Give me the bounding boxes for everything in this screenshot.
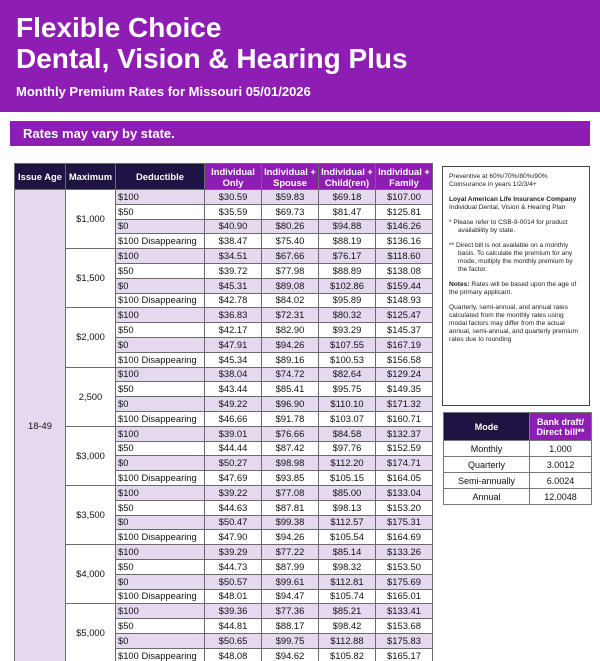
individual-family-cell: $175.83: [376, 633, 433, 648]
individual-spouse-cell: $88.17: [262, 619, 319, 634]
page-subtitle: Monthly Premium Rates for Missouri 05/01/2026: [16, 84, 311, 99]
individual-spouse-cell: $75.40: [262, 234, 319, 249]
individual-family-cell: $133.26: [376, 545, 433, 560]
age-note: [449, 281, 583, 297]
col-header-individual-children: Individual + Child(ren): [319, 164, 376, 190]
rate-row: [15, 249, 433, 264]
individual-spouse-cell: $99.38: [262, 515, 319, 530]
deductible-cell: $100 Disappearing: [116, 352, 205, 367]
individual-family-cell: $152.59: [376, 441, 433, 456]
maximum-cell: $3,000: [66, 426, 116, 485]
individual-only-cell: $36.83: [205, 308, 262, 323]
individual-only-cell: $44.44: [205, 441, 262, 456]
individual-spouse-cell: $76.66: [262, 426, 319, 441]
individual-children-cell: $98.13: [319, 500, 376, 515]
individual-spouse-cell: $98.98: [262, 456, 319, 471]
individual-only-cell: $35.59: [205, 204, 262, 219]
individual-family-cell: $165.01: [376, 589, 433, 604]
individual-family-cell: $153.20: [376, 500, 433, 515]
individual-spouse-cell: $84.02: [262, 293, 319, 308]
individual-children-cell: $95.89: [319, 293, 376, 308]
individual-children-cell: $105.74: [319, 589, 376, 604]
individual-only-cell: $49.22: [205, 397, 262, 412]
individual-spouse-cell: $77.36: [262, 604, 319, 619]
individual-only-cell: $42.17: [205, 323, 262, 338]
individual-family-cell: $138.08: [376, 263, 433, 278]
individual-only-cell: $50.27: [205, 456, 262, 471]
individual-spouse-cell: $89.16: [262, 352, 319, 367]
individual-only-cell: $30.59: [205, 190, 262, 205]
individual-only-cell: $39.22: [205, 485, 262, 500]
individual-family-cell: $160.71: [376, 411, 433, 426]
mode-row: [444, 473, 592, 489]
individual-only-cell: $39.36: [205, 604, 262, 619]
individual-children-cell: $102.86: [319, 278, 376, 293]
individual-children-cell: $82.64: [319, 367, 376, 382]
individual-children-cell: $95.75: [319, 382, 376, 397]
individual-family-cell: $164.69: [376, 530, 433, 545]
deductible-cell: $50: [116, 619, 205, 634]
individual-spouse-cell: $87.42: [262, 441, 319, 456]
rounding-note: Quarterly, semi-annual, and annual rates calculated from the monthly rates using modal factors may differ from the actual annual, semi-annual, and quarterly premium rates due to rounding: [449, 304, 579, 343]
individual-family-cell: $132.37: [376, 426, 433, 441]
individual-only-cell: $38.47: [205, 234, 262, 249]
individual-children-cell: $85.00: [319, 485, 376, 500]
individual-only-cell: $45.31: [205, 278, 262, 293]
individual-family-cell: $159.44: [376, 278, 433, 293]
individual-children-cell: $105.54: [319, 530, 376, 545]
deductible-cell: $100: [116, 604, 205, 619]
title-line-1: Flexible Choice: [16, 12, 222, 43]
deductible-cell: $0: [116, 337, 205, 352]
individual-family-cell: $136.16: [376, 234, 433, 249]
deductible-cell: $100: [116, 545, 205, 560]
individual-spouse-cell: $77.08: [262, 485, 319, 500]
individual-spouse-cell: $89.08: [262, 278, 319, 293]
deductible-cell: $100: [116, 367, 205, 382]
page-header: [0, 0, 600, 112]
individual-spouse-cell: $93.85: [262, 471, 319, 486]
individual-children-cell: $110.10: [319, 397, 376, 412]
individual-only-cell: $44.73: [205, 559, 262, 574]
deductible-cell: $0: [116, 574, 205, 589]
individual-children-cell: $93.29: [319, 323, 376, 338]
col-header-issue-age: Issue Age: [15, 164, 66, 190]
mode-label: Monthly: [444, 441, 530, 457]
deductible-cell: $100: [116, 190, 205, 205]
deductible-cell: $100 Disappearing: [116, 234, 205, 249]
individual-family-cell: $153.50: [376, 559, 433, 574]
col-header-deductible: Deductible: [116, 164, 205, 190]
mode-factor: 1.000: [530, 441, 592, 457]
col-header-individual-only: Individual Only: [205, 164, 262, 190]
company-name: Loyal American Life Insurance Company: [449, 196, 577, 203]
maximum-cell: $5,000: [66, 604, 116, 661]
deductible-cell: $100 Disappearing: [116, 648, 205, 661]
deductible-cell: $50: [116, 441, 205, 456]
col-header-individual-family: Individual + Family: [376, 164, 433, 190]
direct-bill-note: ** Direct bill is not available on a monthly basis. To calculate the premium for any mode, multiply the monthly premium by the factor.: [449, 242, 573, 273]
individual-only-cell: $48.01: [205, 589, 262, 604]
deductible-cell: $0: [116, 515, 205, 530]
individual-children-cell: $88.89: [319, 263, 376, 278]
individual-family-cell: $129.24: [376, 367, 433, 382]
individual-only-cell: $44.81: [205, 619, 262, 634]
individual-only-cell: $43.44: [205, 382, 262, 397]
maximum-cell: $4,000: [66, 545, 116, 604]
individual-only-cell: $34.51: [205, 249, 262, 264]
individual-only-cell: $38.04: [205, 367, 262, 382]
deductible-cell: $100 Disappearing: [116, 589, 205, 604]
preventive-text: Preventive at 60%/70%/80%/90%: [449, 173, 548, 180]
deductible-cell: $100 Disappearing: [116, 411, 205, 426]
individual-only-cell: $48.08: [205, 648, 262, 661]
deductible-cell: $100: [116, 426, 205, 441]
individual-only-cell: $50.65: [205, 633, 262, 648]
individual-spouse-cell: $59.83: [262, 190, 319, 205]
rates-vary-banner: Rates may vary by state.: [10, 121, 590, 146]
individual-children-cell: $100.53: [319, 352, 376, 367]
individual-children-cell: $81.47: [319, 204, 376, 219]
deductible-cell: $100: [116, 485, 205, 500]
individual-spouse-cell: $94.47: [262, 589, 319, 604]
individual-only-cell: $45.34: [205, 352, 262, 367]
deductible-cell: $0: [116, 456, 205, 471]
individual-family-cell: $175.69: [376, 574, 433, 589]
individual-spouse-cell: $99.61: [262, 574, 319, 589]
individual-spouse-cell: $69.73: [262, 204, 319, 219]
individual-children-cell: $76.17: [319, 249, 376, 264]
rates-header-row: [15, 164, 433, 190]
mode-factor: 12.0048: [530, 489, 592, 505]
mode-label: Annual: [444, 489, 530, 505]
individual-only-cell: $50.57: [205, 574, 262, 589]
deductible-cell: $0: [116, 278, 205, 293]
individual-spouse-cell: $94.26: [262, 530, 319, 545]
individual-children-cell: $112.88: [319, 633, 376, 648]
coinsurance-text: Coinsurance in years 1/2/3/4+: [449, 181, 537, 188]
individual-only-cell: $50.47: [205, 515, 262, 530]
col-header-mode: Mode: [444, 413, 530, 441]
page-title: [16, 12, 584, 74]
individual-family-cell: $146.26: [376, 219, 433, 234]
maximum-cell: $3,500: [66, 485, 116, 544]
individual-children-cell: $105.82: [319, 648, 376, 661]
deductible-cell: $50: [116, 204, 205, 219]
individual-only-cell: $47.91: [205, 337, 262, 352]
individual-family-cell: $165.17: [376, 648, 433, 661]
individual-family-cell: $133.41: [376, 604, 433, 619]
individual-spouse-cell: $77.98: [262, 263, 319, 278]
mode-row: [444, 441, 592, 457]
deductible-cell: $0: [116, 397, 205, 412]
rate-row: [15, 604, 433, 619]
individual-children-cell: $112.20: [319, 456, 376, 471]
notes-label: Notes:: [449, 281, 470, 288]
plan-notes-box: [442, 166, 590, 406]
modal-factor-table: [443, 412, 592, 505]
individual-children-cell: $85.14: [319, 545, 376, 560]
individual-only-cell: $47.69: [205, 471, 262, 486]
deductible-cell: $100 Disappearing: [116, 471, 205, 486]
individual-family-cell: $125.47: [376, 308, 433, 323]
individual-only-cell: $39.01: [205, 426, 262, 441]
individual-family-cell: $133.04: [376, 485, 433, 500]
individual-only-cell: $47.90: [205, 530, 262, 545]
individual-only-cell: $40.90: [205, 219, 262, 234]
individual-children-cell: $112.81: [319, 574, 376, 589]
individual-spouse-cell: $67.66: [262, 249, 319, 264]
individual-family-cell: $164.05: [376, 471, 433, 486]
deductible-cell: $100 Disappearing: [116, 293, 205, 308]
deductible-cell: $100: [116, 249, 205, 264]
maximum-cell: 2,500: [66, 367, 116, 426]
individual-family-cell: $125.81: [376, 204, 433, 219]
maximum-cell: $1,500: [66, 249, 116, 308]
col-header-factor: Bank draft/ Direct bill**: [530, 413, 592, 441]
individual-spouse-cell: $87.99: [262, 559, 319, 574]
title-line-2: Dental, Vision & Hearing Plus: [16, 43, 408, 74]
deductible-cell: $50: [116, 559, 205, 574]
mode-factor: 3.0012: [530, 457, 592, 473]
deductible-cell: $50: [116, 323, 205, 338]
individual-only-cell: $44.63: [205, 500, 262, 515]
rate-row: [15, 545, 433, 560]
individual-only-cell: $39.29: [205, 545, 262, 560]
issue-age-cell: 18-49: [15, 190, 66, 661]
maximum-cell: $2,000: [66, 308, 116, 367]
individual-spouse-cell: $99.75: [262, 633, 319, 648]
deductible-cell: $0: [116, 633, 205, 648]
individual-family-cell: $171.32: [376, 397, 433, 412]
individual-spouse-cell: $85.41: [262, 382, 319, 397]
individual-spouse-cell: $82.90: [262, 323, 319, 338]
mode-header-row: [444, 413, 592, 441]
individual-spouse-cell: $77.22: [262, 545, 319, 560]
individual-children-cell: $80.32: [319, 308, 376, 323]
individual-children-cell: $112.57: [319, 515, 376, 530]
mode-label: Semi-annually: [444, 473, 530, 489]
deductible-cell: $50: [116, 500, 205, 515]
deductible-cell: $50: [116, 382, 205, 397]
individual-only-cell: $39.72: [205, 263, 262, 278]
individual-family-cell: $153.68: [376, 619, 433, 634]
mode-row: [444, 457, 592, 473]
individual-only-cell: $42.78: [205, 293, 262, 308]
individual-children-cell: $85.21: [319, 604, 376, 619]
individual-family-cell: $149.35: [376, 382, 433, 397]
individual-spouse-cell: $87.81: [262, 500, 319, 515]
availability-note: * Please refer to CSB-9-0014 for product availability by state.: [449, 219, 568, 234]
individual-spouse-cell: $91.78: [262, 411, 319, 426]
individual-spouse-cell: $94.26: [262, 337, 319, 352]
individual-children-cell: $84.58: [319, 426, 376, 441]
rates-table: [14, 163, 433, 661]
individual-children-cell: $94.88: [319, 219, 376, 234]
rate-row: [15, 190, 433, 205]
individual-spouse-cell: $96.90: [262, 397, 319, 412]
individual-family-cell: $118.60: [376, 249, 433, 264]
individual-family-cell: $107.00: [376, 190, 433, 205]
maximum-cell: $1,000: [66, 190, 116, 249]
notes-text: Rates will be based upon the age of the primary applicant.: [449, 281, 577, 296]
individual-family-cell: $167.19: [376, 337, 433, 352]
individual-family-cell: $156.58: [376, 352, 433, 367]
individual-children-cell: $88.19: [319, 234, 376, 249]
individual-family-cell: $174.71: [376, 456, 433, 471]
individual-children-cell: $98.42: [319, 619, 376, 634]
rate-row: [15, 367, 433, 382]
mode-row: [444, 489, 592, 505]
individual-spouse-cell: $72.31: [262, 308, 319, 323]
individual-spouse-cell: $74.72: [262, 367, 319, 382]
deductible-cell: $100 Disappearing: [116, 530, 205, 545]
mode-label: Quarterly: [444, 457, 530, 473]
individual-children-cell: $103.07: [319, 411, 376, 426]
rate-row: [15, 485, 433, 500]
deductible-cell: $50: [116, 263, 205, 278]
individual-children-cell: $107.55: [319, 337, 376, 352]
individual-family-cell: $145.37: [376, 323, 433, 338]
individual-children-cell: $97.76: [319, 441, 376, 456]
individual-children-cell: $98.32: [319, 559, 376, 574]
mode-factor: 6.0024: [530, 473, 592, 489]
individual-family-cell: $148.93: [376, 293, 433, 308]
rate-row: [15, 308, 433, 323]
individual-spouse-cell: $94.62: [262, 648, 319, 661]
individual-children-cell: $69.18: [319, 190, 376, 205]
individual-family-cell: $175.31: [376, 515, 433, 530]
plan-name: Individual Dental, Vision & Hearing Plan: [449, 204, 566, 211]
individual-spouse-cell: $80.26: [262, 219, 319, 234]
rate-row: [15, 426, 433, 441]
individual-only-cell: $46.66: [205, 411, 262, 426]
col-header-individual-spouse: Individual + Spouse: [262, 164, 319, 190]
individual-children-cell: $105.15: [319, 471, 376, 486]
col-header-maximum: Maximum: [66, 164, 116, 190]
deductible-cell: $100: [116, 308, 205, 323]
deductible-cell: $0: [116, 219, 205, 234]
